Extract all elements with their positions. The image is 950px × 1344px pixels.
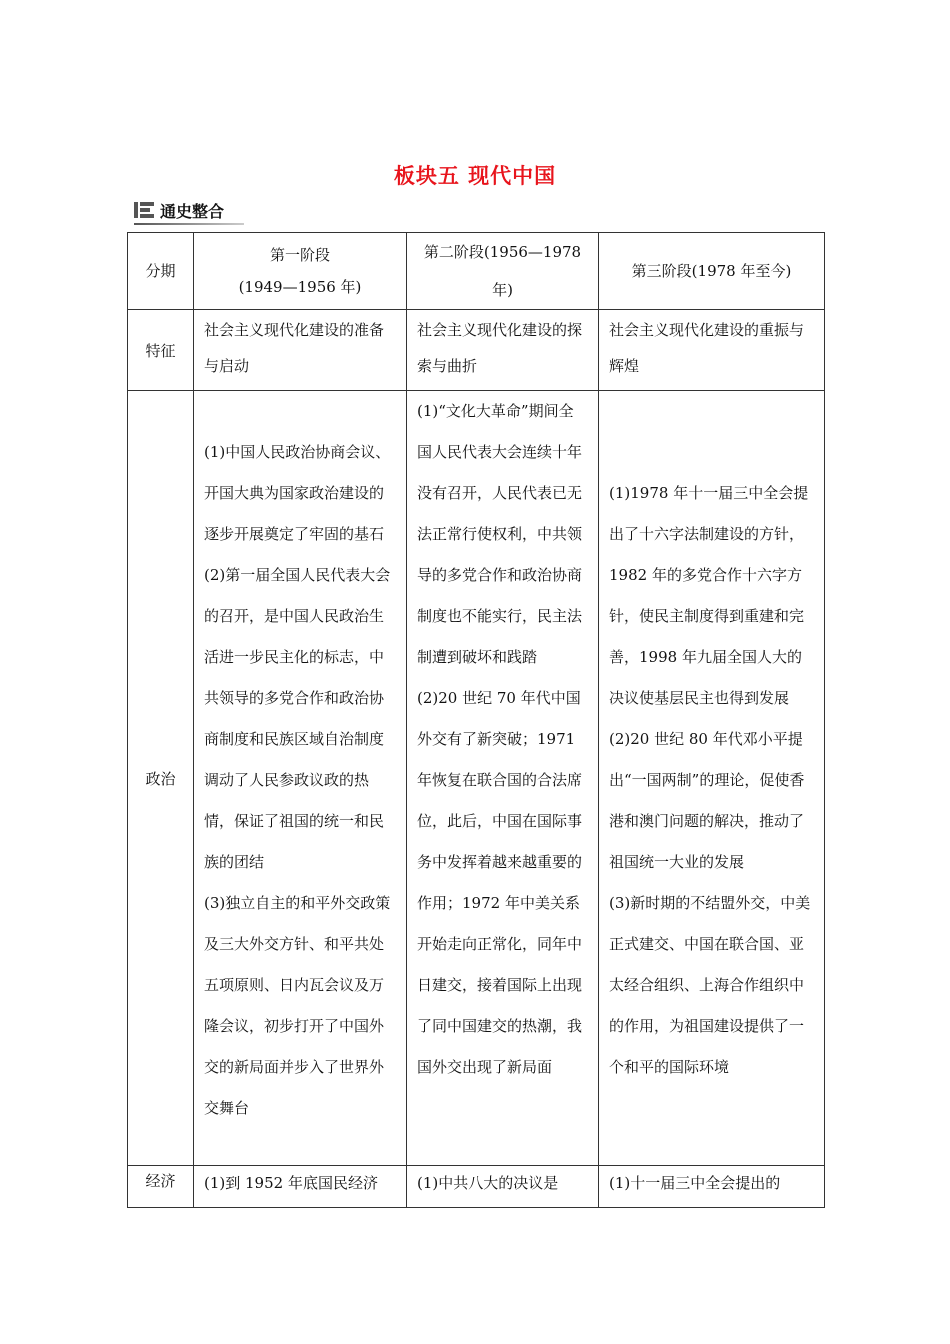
table-row-politics (128, 391, 825, 1166)
politics-stage2-item-1: (1)“文化大革命”期间全国人民代表大会连续十年没有召开，人民代表已无法正常行使权利，中共领导的多党合作和政治协商制度也不能实行，民主法制遭到破坏和践踏 (417, 402, 583, 666)
features-stage3: 社会主义现代化建设的重振与辉煌 (609, 321, 805, 375)
politics-stage3-item-1: (1)1978 年十一届三中全会提出了十六字法制建设的方针，1982 年的多党合作十六字方针，使民主制度得到重建和完善，1998 年九届全国人大的决议使基层民主也得到发展 (609, 483, 809, 707)
politics-stage1-item-3: (3)独立自主的和平外交政策及三大外交方针、和平共处五项原则、日内瓦会议及万隆会议，初步打开了中国外交的新局面并步入了世界外交舞台 (204, 893, 391, 1117)
header-stage3: 第三阶段(1978 年至今) (599, 233, 825, 310)
table-row-header (128, 233, 825, 310)
list-icon (134, 200, 154, 220)
politics-stage1 (194, 428, 406, 1129)
row-label-economy: 经济 (128, 1166, 194, 1208)
table-row-economy (128, 1166, 825, 1208)
economy-stage3: (1)十一届三中全会提出的 (609, 1174, 781, 1192)
header-period: 分期 (128, 233, 194, 310)
row-label-features: 特征 (128, 310, 194, 391)
history-table (127, 232, 825, 1208)
features-stage2: 社会主义现代化建设的探索与曲折 (417, 321, 583, 375)
header-stage2: 第二阶段(1956—1978年) (407, 233, 599, 310)
header-stage1 (194, 233, 407, 310)
politics-stage2 (407, 391, 598, 1088)
header-stage1-line2: (1949—1956 年) (238, 278, 362, 296)
economy-stage2: (1)中共八大的决议是 (417, 1174, 559, 1192)
table-row-features (128, 310, 825, 391)
header-stage1-line1: 第一阶段 (269, 246, 330, 264)
row-label-politics: 政治 (128, 391, 194, 1166)
economy-stage1: (1)到 1952 年底国民经济 (204, 1174, 378, 1192)
politics-stage1-item-1: (1)中国人民政治协商会议、开国大典为国家政治建设的逐步开展奠定了牢固的基石 (204, 442, 391, 543)
section-underline (134, 223, 244, 225)
politics-stage1-item-2: (2)第一届全国人民代表大会的召开，是中国人民政治生活进一步民主化的标志，中共领导的多党合作和政治协商制度和民族区域自治制度调动了人民参政议政的热情，保证了祖国的统一和民族的团结 (204, 565, 391, 871)
section-label: 通史整合 (160, 201, 225, 221)
politics-stage3-item-2: (2)20 世纪 80 年代邓小平提出“一国两制”的理论，促使香港和澳门问题的解决，推动了祖国统一大业的发展 (609, 729, 805, 871)
page-title: 板块五 现代中国 (393, 164, 557, 188)
features-stage1: 社会主义现代化建设的准备与启动 (204, 321, 385, 375)
section-heading (134, 198, 224, 222)
politics-stage3-item-3: (3)新时期的不结盟外交，中美正式建交、中国在联合国、亚太经合组织、上海合作组织中的作用，为祖国建设提供了一个和平的国际环境 (609, 893, 811, 1076)
politics-stage2-item-2: (2)20 世纪 70 年代中国外交有了新突破；1971 年恢复在联合国的合法席位，此后，中国在国际事务中发挥着越来越重要的作用；1972 年中美关系开始走向正常化，同年中日建交，接着国际上出现了同中国建交的热潮，我国外交出现了新局面 (417, 689, 583, 1076)
politics-stage3 (599, 469, 824, 1088)
